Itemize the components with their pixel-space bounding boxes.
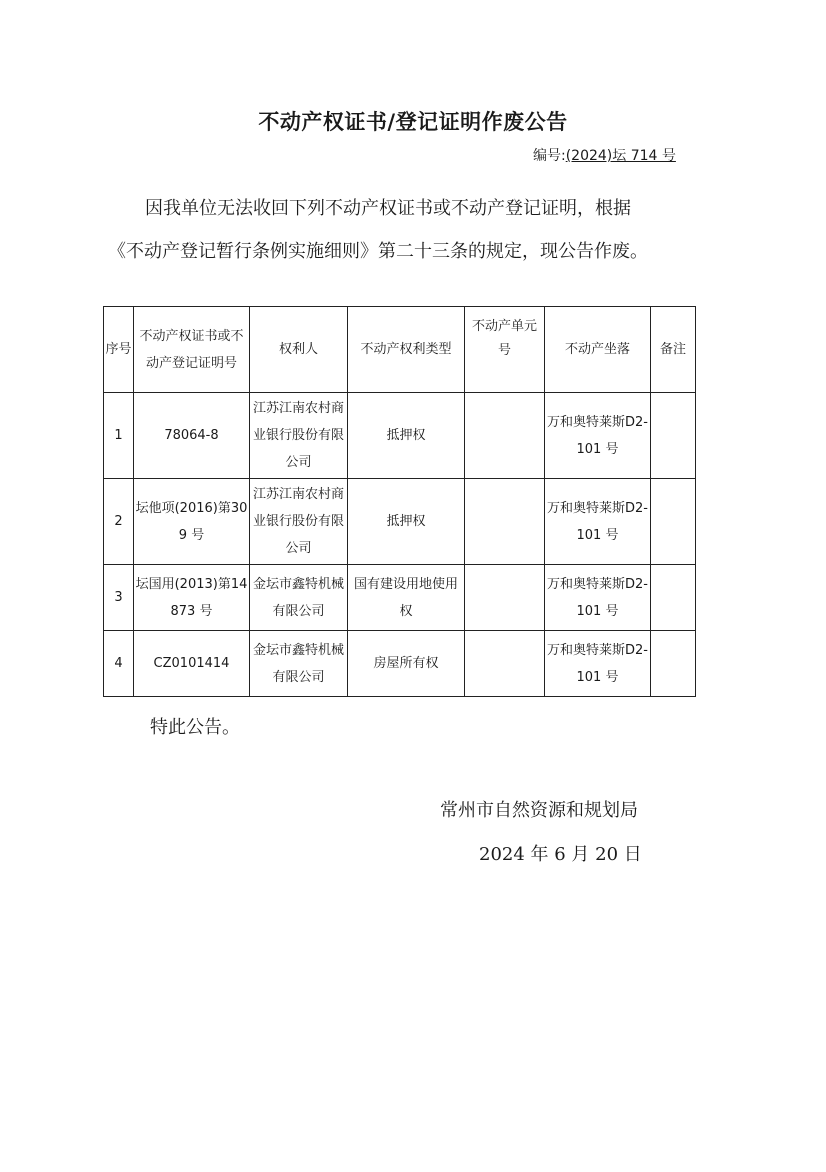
cell-serial: 3 xyxy=(104,565,134,631)
table-row xyxy=(104,565,696,631)
cell-location: 万和奥特莱斯D2-101 号 xyxy=(545,393,651,479)
cell-right-type: 抵押权 xyxy=(348,479,465,565)
header-unit-no: 不动产单元号 xyxy=(465,307,545,393)
cell-serial: 4 xyxy=(104,631,134,697)
cell-location: 万和奥特莱斯D2-101 号 xyxy=(545,565,651,631)
cell-right-holder: 江苏江南农村商业银行股份有限公司 xyxy=(250,393,348,479)
document-number-label: 编号: xyxy=(533,148,566,164)
cell-unit-no xyxy=(465,565,545,631)
closing-statement: 特此公告。 xyxy=(150,717,240,738)
cell-right-holder: 金坛市鑫特机械有限公司 xyxy=(250,565,348,631)
header-location: 不动产坐落 xyxy=(545,307,651,393)
notice-paragraph-line1: 因我单位无法收回下列不动产权证书或不动产登记证明，根据 xyxy=(145,198,631,219)
cell-serial: 2 xyxy=(104,479,134,565)
cell-certificate-no: 78064-8 xyxy=(134,393,250,479)
cell-right-type: 国有建设用地使用权 xyxy=(348,565,465,631)
cell-right-holder: 金坛市鑫特机械有限公司 xyxy=(250,631,348,697)
header-remarks: 备注 xyxy=(651,307,696,393)
cell-right-type: 抵押权 xyxy=(348,393,465,479)
document-number-value: (2024)坛 714 号 xyxy=(565,148,676,164)
notice-paragraph-line2: 《不动产登记暂行条例实施细则》第二十三条的规定，现公告作废。 xyxy=(108,241,648,262)
cell-unit-no xyxy=(465,393,545,479)
document-number xyxy=(533,145,676,165)
cell-remarks xyxy=(651,393,696,479)
table-row xyxy=(104,393,696,479)
table-row xyxy=(104,631,696,697)
void-certificate-table xyxy=(103,306,696,697)
cell-certificate-no: 坛国用(2013)第14873 号 xyxy=(134,565,250,631)
header-serial: 序号 xyxy=(104,307,134,393)
cell-right-type: 房屋所有权 xyxy=(348,631,465,697)
cell-location: 万和奥特莱斯D2-101 号 xyxy=(545,479,651,565)
cell-unit-no xyxy=(465,631,545,697)
header-right-type: 不动产权利类型 xyxy=(348,307,465,393)
document-title: 不动产权证书/登记证明作废公告 xyxy=(258,110,568,134)
cell-remarks xyxy=(651,565,696,631)
cell-certificate-no: 坛他项(2016)第309 号 xyxy=(134,479,250,565)
cell-remarks xyxy=(651,479,696,565)
cell-serial: 1 xyxy=(104,393,134,479)
issue-date: 2024 年 6 月 20 日 xyxy=(479,844,642,865)
cell-location: 万和奥特莱斯D2-101 号 xyxy=(545,631,651,697)
table-header-row xyxy=(104,307,696,393)
header-right-holder: 权利人 xyxy=(250,307,348,393)
cell-unit-no xyxy=(465,479,545,565)
header-certificate-no: 不动产权证书或不动产登记证明号 xyxy=(134,307,250,393)
cell-certificate-no: CZ0101414 xyxy=(134,631,250,697)
issuing-organization: 常州市自然资源和规划局 xyxy=(440,800,638,821)
cell-remarks xyxy=(651,631,696,697)
table-row xyxy=(104,479,696,565)
cell-right-holder: 江苏江南农村商业银行股份有限公司 xyxy=(250,479,348,565)
